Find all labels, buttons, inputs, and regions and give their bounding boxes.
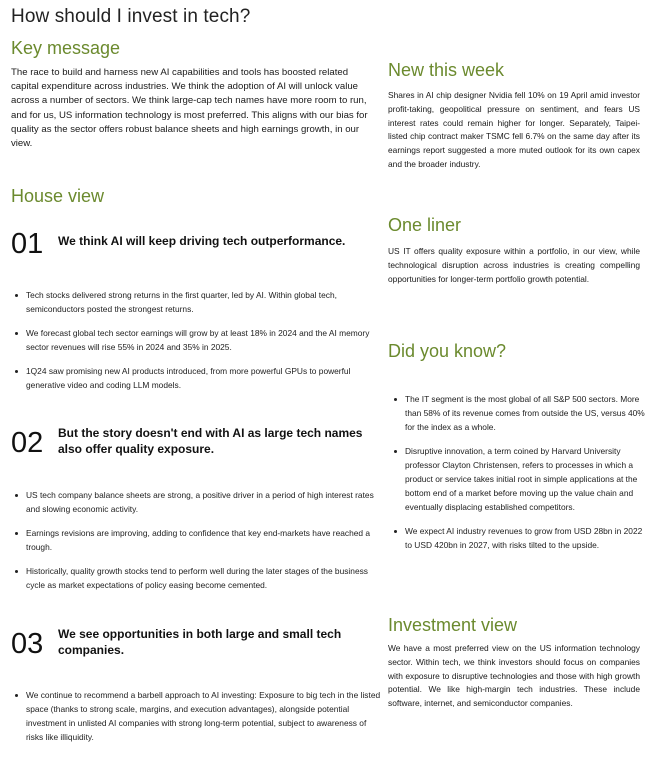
list-item: We continue to recommend a barbell approach to AI investing: Exposure to big tech in the listed space (thanks to strong scale, margins, and execution advantages), alongside potential investment in unlisted AI companies with strong long-term potential, subject to awareness of risks like illiquidity. (26, 688, 383, 744)
list-item: 1Q24 saw promising new AI products introduced, from more powerful GPUs to powerful generative video and coding LLM models. (26, 364, 383, 392)
section-bullets (12, 288, 383, 402)
section-title: We think AI will keep driving tech outperformance. (58, 234, 346, 248)
house-view-heading: House view (11, 186, 105, 206)
list-item: Disruptive innovation, a term coined by Harvard University professor Clayton Christensen, refers to processes in which a product or service takes initial root in simple applications at the bottom end of a market before moving up the value chain and eventually displacing established competitors. (405, 444, 645, 514)
list-item: We expect AI industry revenues to grow from USD 28bn in 2022 to USD 420bn in 2027, with risks tilted to the upside. (405, 524, 645, 552)
section-title: We see opportunities in both large and small tech companies. (58, 627, 342, 657)
section-number: 03 (11, 628, 44, 660)
key-message-heading: Key message (11, 38, 121, 58)
investment-view-text: We have a most preferred view on the US information technology sector. Within tech, we think investors should focus on companies with exposure to disruptive technologies and those with high growth potential. We like high-margin tech industries. These include software, internet, and semiconductor companies. (388, 643, 640, 709)
section-number: 02 (11, 427, 44, 459)
list-item: The IT segment is the most global of all S&P 500 sectors. More than 58% of its revenue comes from outside the US, versus 40% for the index as a whole. (405, 394, 645, 432)
list-item: Historically, quality growth stocks tend to perform well during the later stages of the business cycle as market expectations of policy easing become cemented. (26, 564, 383, 592)
list-item: Earnings revisions are improving, adding to confidence that key end-markets have reached a trough. (26, 526, 383, 554)
investment-view-heading: Investment view (388, 615, 518, 635)
key-message-text: The race to build and harness new AI capabilities and tools has boosted related capital expenditure across industries. We think the adoption of AI will unlock value across a number of sectors. We think large-cap tech names have more room to run, and for us, US information technology is most preferred. This aligns with our bias for quality as the sector offers robust balance sheets and high earnings growth, in our view. (11, 67, 368, 150)
list-item: US tech company balance sheets are strong, a positive driver in a period of high interest rates and slowing economic activity. (26, 488, 383, 516)
section-bullets (12, 488, 383, 602)
list-item: We forecast global tech sector earnings will grow by at least 18% in 2024 and the AI memory sector revenues will rise 55% in 2024 and 35% in 2025. (26, 326, 383, 354)
did-you-know-heading: Did you know? (388, 341, 507, 361)
section-title: But the story doesn't end with AI as large tech names also offer quality exposure. (58, 426, 363, 456)
did-you-know-bullets (391, 392, 645, 562)
list-item: Tech stocks delivered strong returns in the first quarter, led by AI. Within global tech, semiconductors posted the strongest returns. (26, 288, 383, 316)
one-liner-heading: One liner (388, 215, 462, 235)
new-this-week-text: Shares in AI chip designer Nvidia fell 10% on 19 April amid investor profit-taking, geopolitical pressure on sentiment, and fears US interest rates could remain higher for longer. Separately, Taipei-listed chip contract maker TSMC fell 6.7% on the same day after its earnings report suggested a more muted outlook for its own capex and the broader industry. (388, 90, 640, 169)
page-title: How should I invest in tech? (11, 6, 251, 27)
new-this-week-heading: New this week (388, 60, 505, 80)
one-liner-text: US IT offers quality exposure within a portfolio, in our view, while technological disruption across industries is creating compelling opportunities for longer-term portfolio growth potential. (388, 246, 640, 284)
section-number: 01 (11, 228, 44, 260)
section-bullets (12, 688, 383, 754)
